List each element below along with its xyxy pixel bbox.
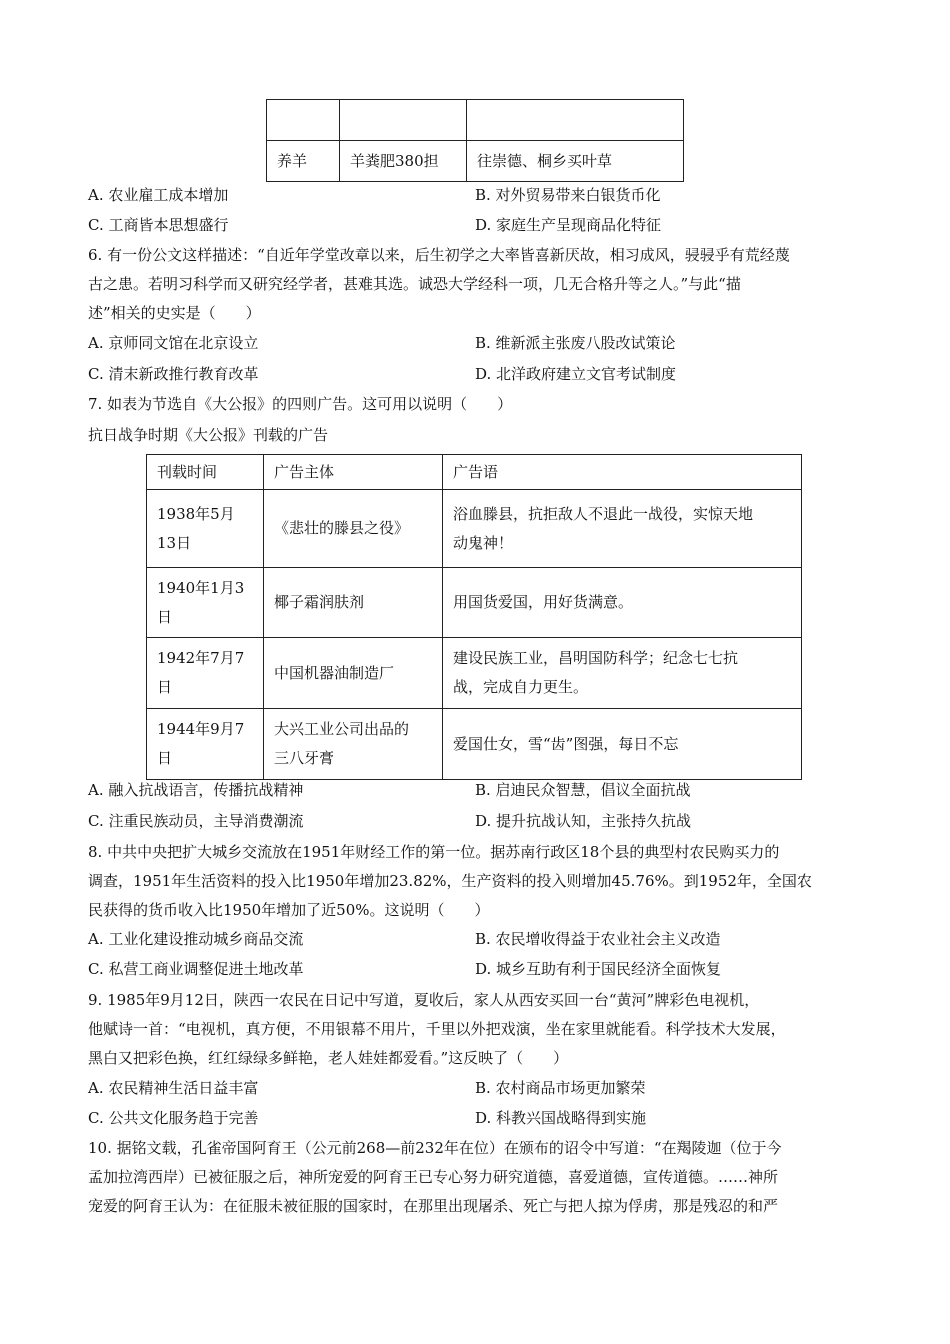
q7-option-b[interactable]: B. 启迪民众智慧，倡议全面抗战 (475, 781, 691, 799)
cell-line: 建设民族工业，昌明国防科学；纪念七七抗 (453, 649, 739, 667)
q6-stem-line: 6. 有一份公文这样描述：“自近年学堂改章以来，后生初学之大率皆喜新厌故，相习成风，骎骎乎有荒经蔑 (88, 246, 790, 264)
q7-stem: 7. 如表为节选自《大公报》的四则广告。这可用以说明（ ） (88, 395, 513, 413)
cell-line: 战，完成自力更生。 (453, 678, 589, 696)
q8-stem-line: 民获得的货币收入比1950年增加了近50%。这说明（ ） (88, 901, 490, 919)
q8-stem-line: 调查，1951年生活资料的投入比1950年增加23.82%，生产资料的投入则增加45.76%。到1952年，全国农 (88, 872, 812, 890)
q7-option-a[interactable]: A. 融入抗战语言，传播抗战精神 (88, 781, 304, 799)
table-cell (443, 568, 802, 638)
q6-option-c[interactable]: C. 清末新政推行教育改革 (88, 365, 259, 383)
q8-option-a[interactable]: A. 工业化建设推动城乡商品交流 (88, 930, 304, 948)
cell-line: 日 (157, 607, 173, 626)
q9-stem-line: 他赋诗一首：“电视机，真方便，不用银幕不用片，千里以外把戏演，坐在家里就能看。科学技术大发展， (88, 1020, 786, 1038)
q10-stem-line: 孟加拉湾西岸）已被征服之后，神所宠爱的阿育王已专心努力研究道德，喜爱道德，宣传道德。……神所 (88, 1168, 779, 1186)
q8-option-b[interactable]: B. 农民增收得益于农业社会主义改造 (475, 930, 721, 948)
table-cell: 往崇德、桐乡买叶草 (467, 141, 684, 182)
table-cell (443, 490, 802, 568)
q8-option-d[interactable]: D. 城乡互助有利于国民经济全面恢复 (475, 960, 722, 978)
cell-line: 中国机器油制造厂 (274, 663, 395, 682)
cell-line: 爱国仕女，雪“齿”图强，每日不忘 (453, 734, 679, 753)
cell-line: 浴血滕县，抗拒敌人不退此一战役，实惊天地 (453, 504, 754, 523)
cell-line: 动鬼神！ (453, 533, 514, 552)
q6-stem-line: 述”相关的史实是（ ） (88, 304, 261, 322)
cell-line: 日 (157, 678, 173, 696)
q7-table-caption: 抗日战争时期《大公报》刊载的广告 (88, 426, 329, 444)
table-cell (443, 638, 802, 709)
table-cell (340, 100, 467, 141)
header-cell-time: 刊载时间 (147, 455, 264, 490)
cell-line: 1942年7月7 (157, 649, 245, 667)
table-cell (147, 638, 264, 709)
table-row (147, 490, 802, 568)
q5-option-b[interactable]: B. 对外贸易带来白银货币化 (475, 186, 661, 204)
table-cell (264, 709, 443, 780)
q5-option-d[interactable]: D. 家庭生产呈现商品化特征 (475, 216, 662, 234)
q6-stem-line: 古之患。若明习科学而又研究经学者，甚难其选。诚恐大学经科一项，几无合格升等之人。”与此“描 (88, 275, 741, 293)
q10-stem-line: 宠爱的阿育王认为：在征服未被征服的国家时，在那里出现屠杀、死亡与把人掠为俘虏，那是残忍的和严 (88, 1197, 779, 1215)
cell-line: 1944年9月7 (157, 720, 245, 738)
q9-option-d[interactable]: D. 科教兴国战略得到实施 (475, 1109, 647, 1127)
q5-option-c[interactable]: C. 工商皆本思想盛行 (88, 216, 229, 234)
q9-stem-line: 黑白又把彩色换，红红绿绿多鲜艳，老人娃娃都爱看。”这反映了（ ） (88, 1049, 569, 1067)
table-cell (267, 100, 340, 141)
header-cell-slogan: 广告语 (443, 455, 802, 490)
header-cell-subject: 广告主体 (264, 455, 443, 490)
cell-line: 1940年1月3 (157, 578, 245, 597)
q8-option-c[interactable]: C. 私营工商业调整促进土地改革 (88, 960, 304, 978)
cell-line: 椰子霜润肤剂 (274, 593, 365, 611)
top-table (266, 99, 684, 182)
cell-line: 日 (157, 749, 173, 767)
cell-line: 三八牙膏 (274, 749, 335, 767)
table-cell (264, 638, 443, 709)
ad-table (146, 454, 802, 780)
table-cell: 养羊 (267, 141, 340, 182)
q9-option-b[interactable]: B. 农村商品市场更加繁荣 (475, 1079, 646, 1097)
table-row (267, 100, 684, 141)
q10-stem-line: 10. 据铭文载，孔雀帝国阿育王（公元前268—前232年在位）在颁布的诏令中写道：“在羯陵迦（位于今 (88, 1139, 782, 1157)
q8-stem-line: 8. 中共中央把扩大城乡交流放在1951年财经工作的第一位。据苏南行政区18个县的典型村农民购买力的 (88, 843, 780, 861)
table-row (147, 709, 802, 780)
q5-option-a[interactable]: A. 农业雇工成本增加 (88, 186, 229, 204)
table-cell: 羊粪肥380担 (340, 141, 467, 182)
cell-line: 用国货爱国，用好货满意。 (453, 593, 634, 611)
q7-option-c[interactable]: C. 注重民族动员，主导消费潮流 (88, 812, 304, 830)
table-header-row (147, 455, 802, 490)
q9-option-a[interactable]: A. 农民精神生活日益丰富 (88, 1079, 259, 1097)
q9-stem-line: 9. 1985年9月12日，陕西一农民在日记中写道，夏收后，家人从西安买回一台“黄河”牌彩色电视机， (88, 991, 760, 1009)
table-row (147, 568, 802, 638)
table-row (147, 638, 802, 709)
table-row (267, 141, 684, 182)
table-cell (147, 490, 264, 568)
table-cell (264, 490, 443, 568)
cell-line: 1938年5月 (157, 504, 235, 523)
table-cell (443, 709, 802, 780)
cell-line: 大兴工业公司出品的 (274, 720, 410, 738)
q6-option-d[interactable]: D. 北洋政府建立文官考试制度 (475, 365, 677, 383)
cell-line: 13日 (157, 533, 192, 552)
table-cell (467, 100, 684, 141)
q6-option-b[interactable]: B. 维新派主张废八股改试策论 (475, 334, 676, 352)
table-cell (264, 568, 443, 638)
q9-option-c[interactable]: C. 公共文化服务趋于完善 (88, 1109, 259, 1127)
q7-option-d[interactable]: D. 提升抗战认知，主张持久抗战 (475, 812, 692, 830)
table-cell (147, 709, 264, 780)
cell-line: 《悲壮的滕县之役》 (274, 519, 410, 537)
table-cell (147, 568, 264, 638)
q6-option-a[interactable]: A. 京师同文馆在北京设立 (88, 334, 259, 352)
